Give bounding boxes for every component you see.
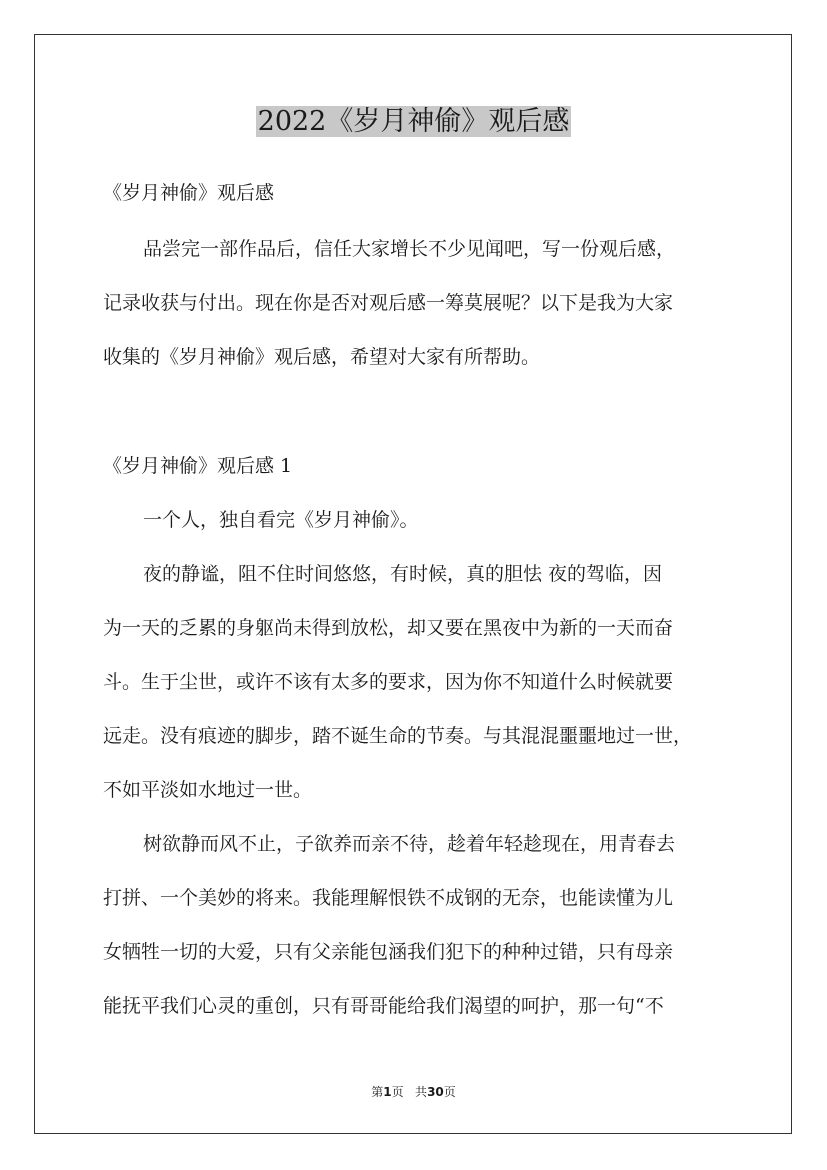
footer-total-pages: 30: [427, 1085, 444, 1099]
document-title: [0, 101, 827, 143]
paragraph-2-line-2: 为一天的乏累的身躯尚未得到放松，却又要在黑夜中为新的一天而奋: [103, 617, 674, 639]
paragraph-2-line-4: 远走。没有痕迹的脚步，踏不诞生命的节奏。与其混混噩噩地过一世，: [103, 725, 693, 747]
paragraph-3-line-1: 树欲静而风不止，子欲养而亲不待，趁着年轻趁现在，用青春去: [143, 833, 676, 855]
paragraph-3-line-4: 能抚平我们心灵的重创，只有哥哥能给我们渴望的呵护，那一句“不: [103, 995, 664, 1017]
paragraph-2-line-1: 夜的静谧，阻不住时间悠悠，有时候，真的胆怯 夜的驾临，因: [143, 563, 663, 585]
section-heading: 《岁月神偷》观后感 1: [103, 455, 293, 477]
footer-page-suffix: 页: [391, 1085, 404, 1099]
document-title-text: 2022《岁月神偷》观后感: [257, 106, 570, 137]
intro-line-1: 品尝完一部作品后，信任大家增长不少见闻吧，写一份观后感，: [143, 238, 676, 260]
footer-total-suffix: 页: [443, 1085, 456, 1099]
paragraph-1: 一个人，独自看完《岁月神偷》。: [143, 509, 419, 531]
page-footer: [0, 1083, 827, 1101]
intro-line-2: 记录收获与付出。现在你是否对观后感一筹莫展呢？以下是我为大家: [103, 292, 674, 314]
footer-page-number: 1: [383, 1085, 392, 1099]
paragraph-3-line-2: 打拼、一个美妙的将来。我能理解恨铁不成钢的无奈，也能读懂为儿: [103, 887, 674, 909]
footer-page-prefix: 第: [371, 1085, 384, 1099]
paragraph-2-line-5: 不如平淡如水地过一世。: [103, 779, 313, 801]
document-subtitle: 《岁月神偷》观后感: [103, 182, 275, 204]
paragraph-3-line-3: 女牺牲一切的大爱，只有父亲能包涵我们犯下的种种过错，只有母亲: [103, 941, 674, 963]
footer-total-prefix: 共: [415, 1085, 428, 1099]
intro-line-3: 收集的《岁月神偷》观后感，希望对大家有所帮助。: [103, 346, 541, 368]
paragraph-2-line-3: 斗。生于尘世，或许不该有太多的要求，因为你不知道什么时候就要: [103, 671, 674, 693]
